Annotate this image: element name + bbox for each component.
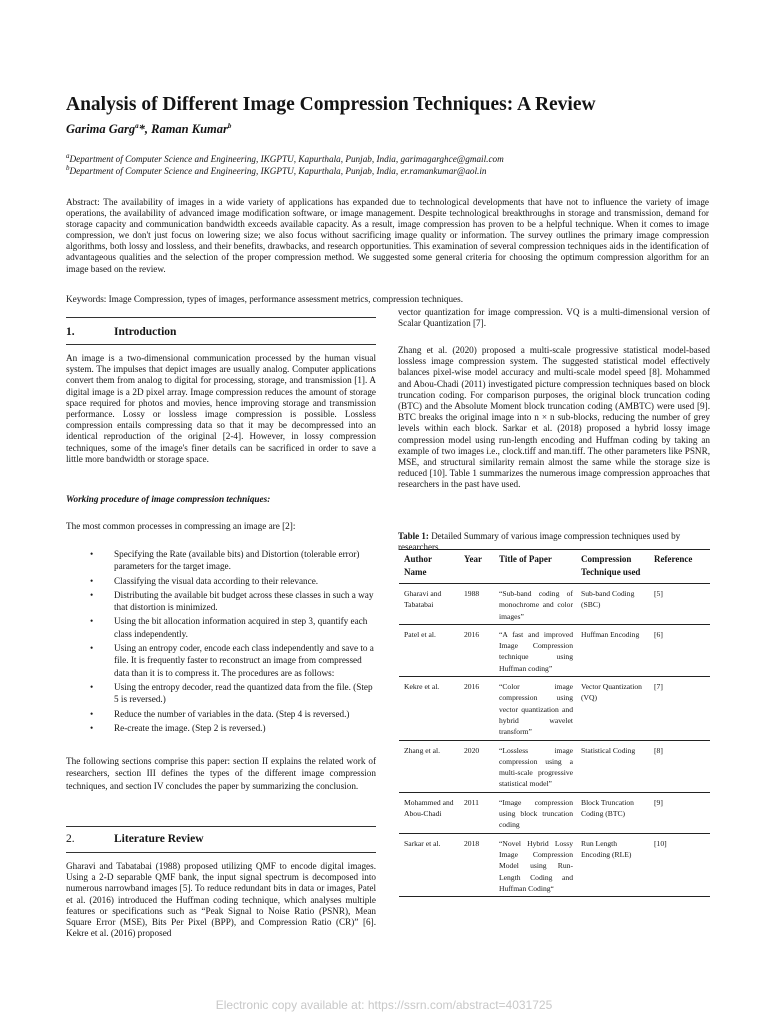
list-item [66,548,376,573]
table-row [399,792,710,833]
bullet-glyph: • [90,708,94,719]
author-cell: Gharavi and Tabatabai [399,584,459,625]
bullet-glyph: • [90,549,94,559]
paper-title-cell: “A fast and improved Image Compression technique using Huffman coding” [494,624,576,676]
common-processes-text: The most common processes in compressing an image are [2]: [66,521,296,531]
procedure-list [66,548,376,736]
section-rule [66,344,376,345]
column-header: Author Name [399,550,459,584]
reference-cell: [5] [649,584,710,625]
column-header: Title of Paper [494,550,576,584]
table-caption-label: Table 1: [398,531,429,541]
section-heading-literature-review [66,833,204,845]
list-item [66,722,376,734]
section-rule [66,317,376,318]
author-line [66,122,231,137]
author-cell: Mohammed and Abou-Chadi [399,792,459,833]
section-title: Introduction [114,326,177,338]
list-item [66,681,376,706]
list-item [66,575,376,587]
bullet-glyph: • [90,643,94,654]
affiliation-text: Department of Computer Science and Engineering, IKGPTU, Kapurthala, Punjab, India, garimagarghce@gmail.com [69,154,504,165]
list-item [66,642,376,679]
author-cell: Zhang et al. [399,740,459,792]
year-cell: 2020 [459,740,494,792]
table-row [399,624,710,676]
sections-paragraph: The following sections comprise this paper: section II explains the related work of researchers, section III defines the types of the different image compression techniques, and section IV concludes the paper by summarizing the conclusion. [66,756,376,791]
affiliation-sup: b [66,164,70,172]
bullet-glyph: • [90,681,94,692]
author-cell: Patel et al. [399,624,459,676]
technique-cell: Sub-band Coding (SBC) [576,584,649,625]
author-cell: Sarkar et al. [399,833,459,896]
author-sup: a [135,122,139,130]
paper-title-cell: “Lossless image compression using a multi-scale progressive statistical model” [494,740,576,792]
vq-paragraph: vector quantization for image compression. VQ is a multi-dimensional version of Scalar Quantization [7]. [398,307,710,329]
technique-cell: Huffman Encoding [576,624,649,676]
author-cell: Kekre et al. [399,677,459,740]
bullet-glyph: • [90,722,94,733]
list-item [66,615,376,640]
column-header: Reference [649,550,710,584]
affiliation-b [66,164,487,176]
list-item-text: Re-create the image. (Step 2 is reversed.) [114,722,266,733]
section-number: 1. [66,326,75,338]
list-item-text: Using the entropy decoder, read the quantized data from the file. (Step 5 is reversed.) [114,681,373,705]
literature-paragraph: Gharavi and Tabatabai (1988) proposed utilizing QMF to encode digital images. Using a 2-D separable QMF bank, the input signal spectrum is decomposed into numerous narrowband images [5]. To reduce redundant bits in data or images, Patel et al. (2016) introduced the Huffman coding technique, which analyses multiple features or specifications such as “Peak Signal to Noise Ratio (PSNR), Mean Square Error (MSE), Bits Per Pixel (BPP), and Compression Ratio (CR)” [6]. Kekre et al. (2016) proposed [66,861,376,939]
technique-cell: Block Truncation Coding (BTC) [576,792,649,833]
reference-cell: [6] [649,624,710,676]
section-rule [66,852,376,853]
author-name: Garima Garg [66,122,136,137]
year-cell: 2016 [459,624,494,676]
affiliation-text: Department of Computer Science and Engineering, IKGPTU, Kapurthala, Punjab, India, er.ramankumar@aol.in [69,166,487,177]
technique-cell: Vector Quantization (VQ) [576,677,649,740]
list-item-text: Reduce the number of variables in the data. (Step 4 is reversed.) [114,708,350,719]
paper-title-cell: “Sub-band coding of monochrome and color images” [494,584,576,625]
author-sup: b [227,122,232,130]
author-mark: *, [138,122,148,137]
list-item-text: Specifying the Rate (available bits) and Distortion (tolerable error) parameters for the target image. [114,549,360,572]
paper-title-cell: “Novel Hybrid Lossy Image Compression Model using Run-Length Coding and Huffman Coding“ [494,833,576,896]
table-row [399,584,710,625]
section-heading-introduction [66,326,176,338]
reference-cell: [7] [649,677,710,740]
intro-paragraph: An image is a two-dimensional communication processed by the human visual system. The impulses that depict images are usually analog. Computer applications convert them from analog to digital for processing, storage, and transmission [1]. A digital image is a 2D pixel array. Image compression reduces the amount of storage space required for photos and movies, hence improving storage and transmission performance. Lossy or lossless image compression is possible. Lossless compression entails compressing data so that it may be decompressed into an identical reproduction of the original [2-4]. However, in lossy compression techniques, some of the image's finer details can be sacrificed in order to save a little more bandwidth or storage space. [66,353,376,464]
abstract: Abstract: The availability of images in a wide variety of applications has expanded due to technological developments that have not to influence the variety of image operations, the availability of advanced image modification software, or image management. Despite technological breakthroughs in storage and transmission, demand for storage capacity and communication bandwidth exceeds available capacity. As a result, image compression has proven to be a helpful technique. When it comes to image compression, we don't just focus on lowering size; we also focus without sacrificing image quality or information. The survey outlines the primary image compression algorithms, both lossy and lossless, and their benefits, drawbacks, and research opportunities. This examination of several compression techniques aids in the identification of advantageous qualities and the selection of the proper compression method. We suggested some general criteria for choosing the optimum compression algorithm for an image based on the review. [66,197,709,274]
ssrn-footer[interactable]: Electronic copy available at: https://ssrn.com/abstract=4031725 [215,998,553,1012]
zhang-paragraph: Zhang et al. (2020) proposed a multi-scale progressive statistical model-based lossless image compression system. The suggested statistical model effectively balances pixel-wise model accuracy and multi-scale model speed [8]. Mohammed and Abou-Chadi (2011) investigated picture compression techniques based on block truncation coding. For comparison purposes, the original block truncation coding (BTC) and the Absolute Moment block truncation coding (AMBTC) were used [9]. BTC breaks the original image into n × n sub-blocks, reducing the number of grey levels within each block. Sarkar et al. (2018) proposed a hybrid lossy image compression model using run-length encoding and Huffman coding by taking an example of two images i.e., clock.tiff and man.tiff. The other parameters like PSNR, MSE, and structural similarity remain almost the same while the storage size is reduced [10]. Table 1 summarizes the numerous image compression approaches that researchers in the past have used. [398,345,710,490]
year-cell: 2011 [459,792,494,833]
author-name: Raman Kumar [151,122,228,137]
working-procedure-heading: Working procedure of image compression techniques: [66,494,271,504]
paper-title: Analysis of Different Image Compression Techniques: A Review [66,94,596,115]
reference-cell: [9] [649,792,710,833]
list-item-text: Using an entropy coder, encode each class independently and save to a file. It is frequently faster to reconstruct an image from compressed data than it is to compress it. The procedures are as follows: [114,643,374,678]
year-cell: 2018 [459,833,494,896]
column-header: Year [459,550,494,584]
technique-cell: Run Length Encoding (RLE) [576,833,649,896]
reference-cell: [10] [649,833,710,896]
year-cell: 2016 [459,677,494,740]
list-item [66,708,376,720]
list-item [66,589,376,614]
table-row [399,833,710,896]
section-title: Literature Review [114,833,204,845]
table-caption-text: Detailed Summary of various image compression techniques used by researchers [398,531,681,552]
bullet-glyph: • [90,616,94,627]
keywords: Keywords: Image Compression, types of images, performance assessment metrics, compression techniques. [66,294,464,304]
column-header: Compression Technique used [576,550,649,584]
list-item-text: Distributing the available bit budget across these classes in such a way that distortion is minimized. [114,589,374,613]
section-rule [66,826,376,827]
section-number: 2. [66,833,75,845]
paper-title-cell: “Image compression using block truncation coding [494,792,576,833]
affiliation-sup: a [66,152,70,160]
list-item-text: Using the bit allocation information acquired in step 3, quantify each class independently. [114,616,368,639]
table-row [399,740,710,792]
bullet-glyph: • [90,575,94,586]
technique-cell: Statistical Coding [576,740,649,792]
year-cell: 1988 [459,584,494,625]
bullet-glyph: • [90,589,94,600]
affiliation-a [66,152,504,164]
paper-title-cell: “Color image compression using vector quantization and hybrid wavelet transform” [494,677,576,740]
table-row [399,677,710,740]
summary-table [399,549,710,897]
list-item-text: Classifying the visual data according to their relevance. [114,575,319,586]
reference-cell: [8] [649,740,710,792]
table-header-row [399,550,710,584]
